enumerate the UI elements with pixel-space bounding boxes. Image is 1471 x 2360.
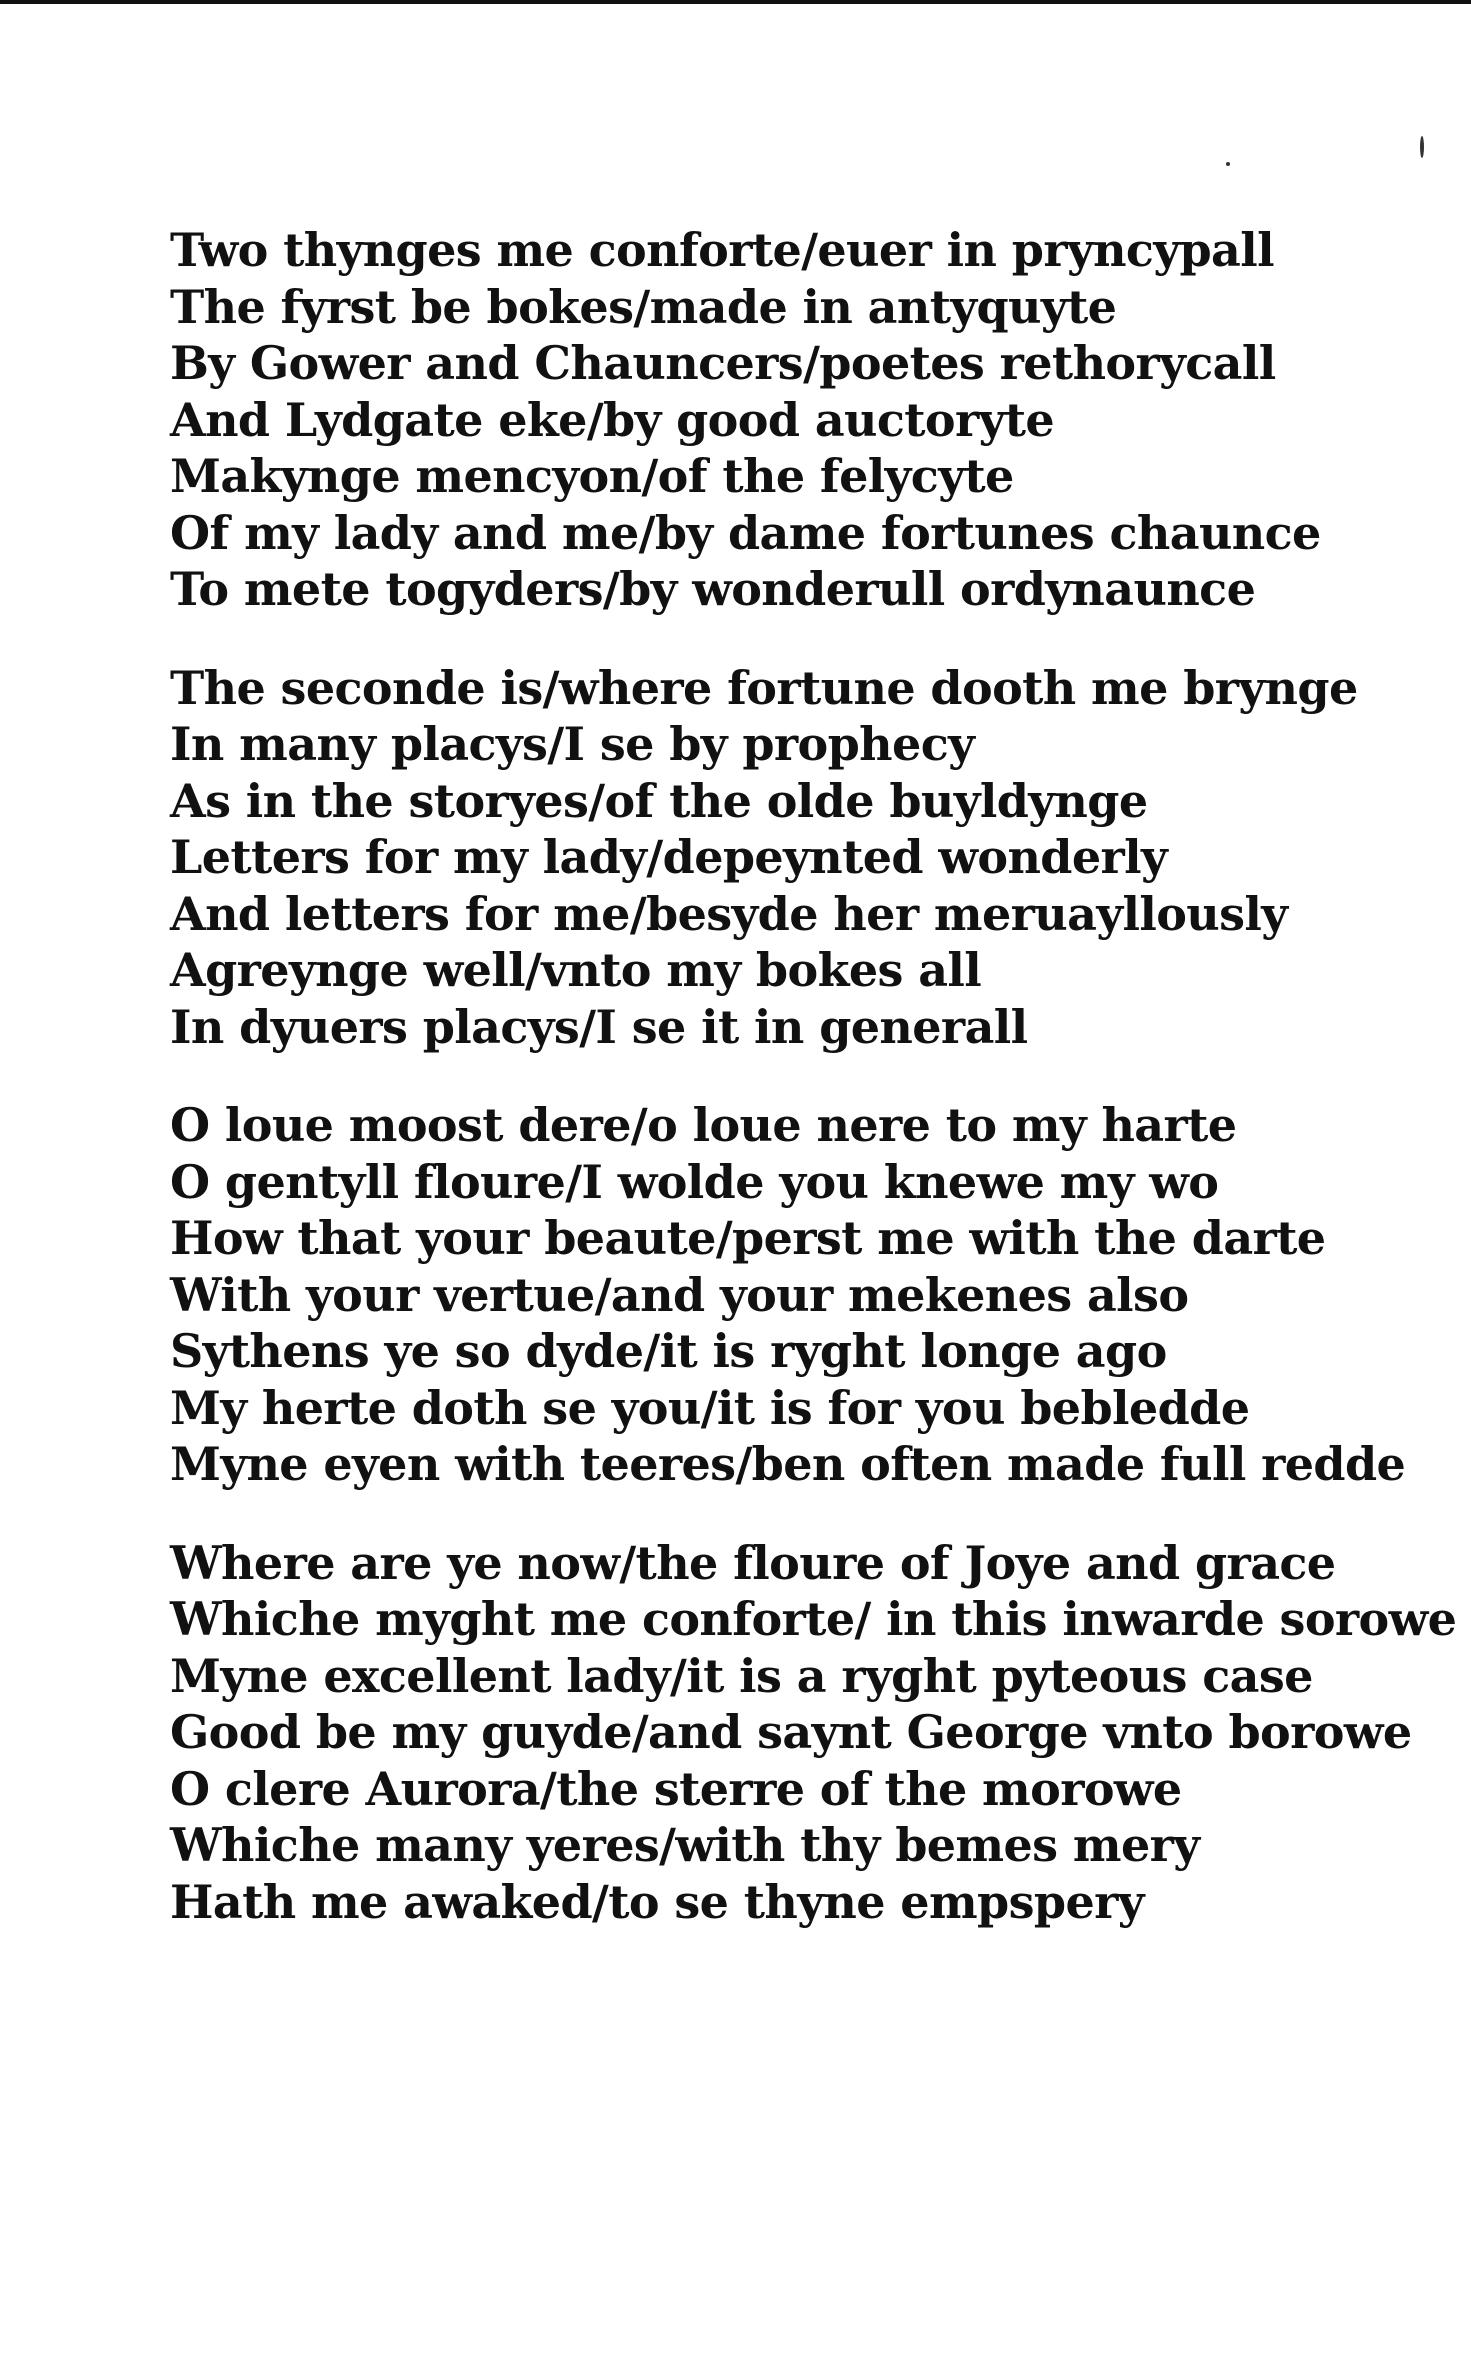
verse-line: With your vertue/and your mekenes also — [170, 1267, 1189, 1322]
verse-line: Hath me awaked/to se thyne empspery — [170, 1874, 1144, 1929]
verse-line: Where are ye now/the floure of Joye and grace — [170, 1535, 1336, 1590]
verse-line: The fyrst be bokes/made in antyquyte — [170, 279, 1117, 334]
verse-line: How that your beaute/perst me with the darte — [170, 1211, 1326, 1265]
page-speck — [1226, 162, 1230, 166]
verse-line: Two thynges me conforte/euer in pryncypall — [170, 223, 1274, 277]
stanza-1 — [170, 222, 1320, 618]
verse-line: To mete togyders/by wonderull ordynaunce — [170, 562, 1256, 616]
verse-line: And Lydgate eke/by good auctoryte — [170, 392, 1055, 447]
poem-page — [170, 222, 1457, 1972]
verse-line: As in the storyes/of the olde buyldynge — [170, 773, 1148, 828]
verse-line: In many placys/I se by prophecy — [170, 717, 975, 771]
verse-line: Myne eyen with teeres/ben often made full redde — [170, 1437, 1406, 1491]
verse-line: Makynge mencyon/of the felycyte — [170, 449, 1014, 503]
stanza-2 — [170, 660, 1358, 1056]
verse-line: O clere Aurora/the sterre of the morowe — [170, 1761, 1182, 1816]
verse-line: And letters for me/besyde her meruayllously — [170, 886, 1288, 941]
verse-line: O gentyll floure/I wolde you knewe my wo — [170, 1154, 1219, 1209]
verse-line: Whiche many yeres/with thy bemes mery — [170, 1818, 1200, 1872]
stanza-4 — [170, 1535, 1457, 1931]
verse-line: Of my lady and me/by dame fortunes chaunce — [170, 505, 1321, 560]
verse-line: The seconde is/where fortune dooth me brynge — [170, 660, 1358, 715]
verse-line: By Gower and Chauncers/poetes rethorycall — [170, 336, 1276, 390]
verse-line: My herte doth se you/it is for you bebledde — [170, 1380, 1250, 1435]
verse-line: Myne excellent lady/it is a ryght pyteous case — [170, 1648, 1313, 1703]
verse-line: Good be my guyde/and saynt George vnto borowe — [170, 1705, 1412, 1759]
page-top-edge — [0, 0, 1471, 4]
verse-line: Agreynge well/vnto my bokes all — [170, 943, 982, 997]
stanza-3 — [170, 1097, 1406, 1493]
page-speck — [1420, 136, 1424, 158]
verse-line: Whiche myght me conforte/ in this inwarde sorowe — [170, 1592, 1457, 1646]
verse-line: Letters for my lady/depeynted wonderly — [170, 830, 1168, 884]
verse-line: O loue moost dere/o loue nere to my harte — [170, 1098, 1237, 1152]
verse-line: Sythens ye so dyde/it is ryght longe ago — [170, 1324, 1167, 1378]
verse-line: In dyuers placys/I se it in generall — [170, 999, 1028, 1054]
